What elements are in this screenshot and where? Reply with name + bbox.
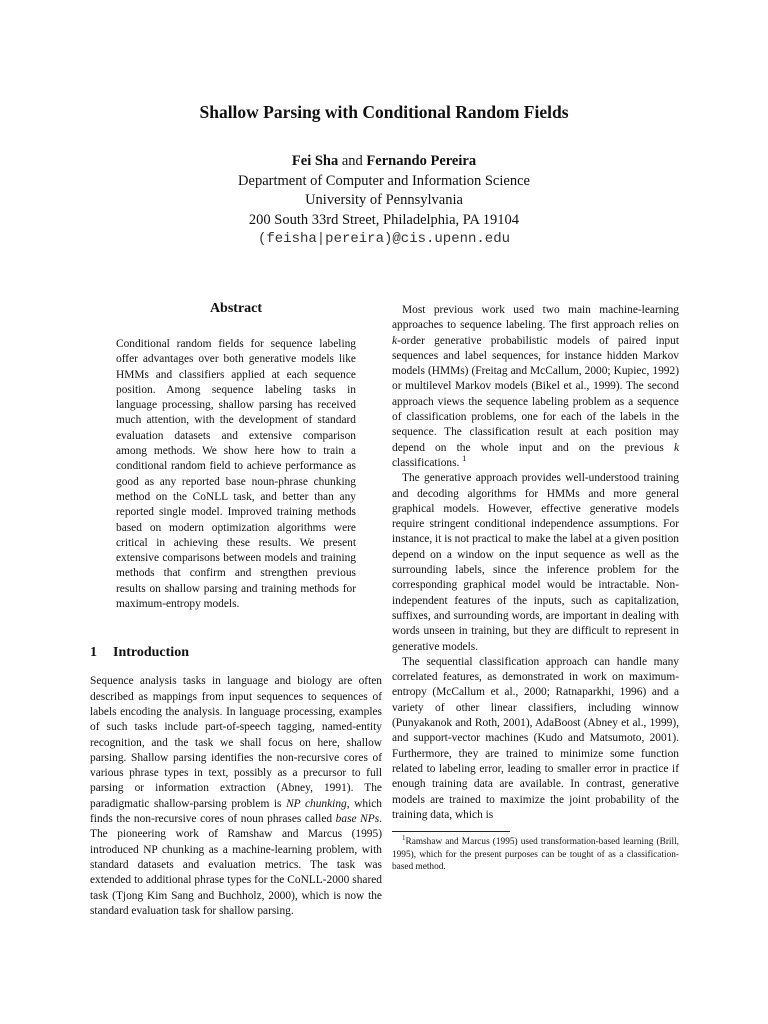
math-k: k: [673, 441, 679, 454]
abstract-heading: Abstract: [209, 301, 263, 316]
intro-paragraph-3: The generative approach provides well-understood training and decoding algorithms for HMMs and more general graphical models. However, effective generative models require stringent conditional independence assumptions. For instance, it is not practical to make the label at a given position depend on a window on the input sequence as well as the surrounding labels, since the inference problem for the corresponding graphical model would be intractable. Non-independent features of the inputs, such as capitalization, suffixes, and surrounding words, are important in dealing with words unseen in training, but they are difficult to represent in generative models.: [392, 472, 679, 653]
footnote-mark: 1: [402, 834, 406, 842]
right-column: [392, 303, 679, 874]
term-np-chunking: NP chunking: [286, 797, 347, 810]
author-university: University of Pennsylvania: [305, 192, 463, 208]
footnote-text: Ramshaw and Marcus (1995) used transformation-based learning (Brill, 1995), which for the present purposes can be tought of as a classification-based method.: [392, 837, 679, 873]
author-department: Department of Computer and Information Science: [238, 172, 530, 189]
footnote-divider: [392, 831, 510, 832]
intro-paragraph-4: The sequential classification approach can handle many correlated features, as demonstrated in work on maximum-entropy (McCallum et al., 2000; Ratnaparkhi, 1996) and a variety of other linear classifiers, including winnow (Punyakanok and Roth, 2001), AdaBoost (Abney et al., 1999), and support-vector machines (Kudo and Matsumoto, 2001). Furthermore, they are trained to minimize some function related to labeling error, leading to smaller error in practice if enough training data are available. In contrast, generative models are trained to maximize the joint probability of the training data, which is: [392, 655, 679, 821]
footnote-reference[interactable]: 1: [462, 454, 467, 464]
intro-p1-text-a: Sequence analysis tasks in language and biology are often described as mappings from input sequences to sequences of labels encoding the analysis. In language processing, examples of such tasks include part-of-speech tagging, named-entity recognition, and the task we shall focus on here, shallow parsing. Shallow parsing identifies the non-recursive cores of various phrase types in text, possibly as a precursor to full parsing or information extraction (Abney, 1991). The paradigmatic shallow-parsing problem is: [90, 675, 382, 810]
author-address: 200 South 33rd Street, Philadelphia, PA 19104: [248, 211, 520, 228]
intro-paragraph-2: [392, 303, 679, 471]
author-email: (feisha|pereira)@cis.upenn.edu: [257, 231, 511, 247]
intro-p1-text-c: . The pioneering work of Ramshaw and Marcus (1995) introduced NP chunking as a machine-learning problem, with standard datasets and evaluation metrics. The task was extended to additional phrase types for the CoNLL-2000 shared task (Tjong Kim Sang and Buchholz, 2000), which is now the standard evaluation task for shallow parsing.: [90, 813, 382, 917]
intro-paragraph-1-part-1: [90, 674, 382, 919]
footnote: [392, 836, 679, 874]
author-names: [0, 152, 768, 172]
abstract-text: Conditional random fields for sequence labeling offer advantages over both generative models like HMMs and classifiers applied at each sequence position. Among sequence labeling tasks in language processing, shallow parsing has received much attention, with the development of standard evaluation datasets and extensive comparison among methods. We show here how to train a conditional random field to achieve performance as good as any reported base noun-phrase chunking method on the CoNLL task, and better than any reported single model. Improved training methods based on modern optimization algorithms were critical in achieving these results. We present extensive comparisons between models and training methods that confirm and strengthen previous results on shallow parsing and training methods for maximum-entropy models.: [116, 338, 356, 611]
author-name-1: Fei Sha: [291, 153, 339, 169]
term-base-nps: base NPs: [335, 813, 380, 826]
section-title: Introduction: [113, 645, 189, 661]
intro-p2-text-c: classifications.: [392, 456, 460, 469]
author-name-2: Fernando Pereira: [366, 153, 477, 169]
author-conjunction: and: [341, 153, 363, 169]
paper-title: Shallow Parsing with Conditional Random Fields: [199, 102, 569, 122]
intro-p2-text-a: Most previous work used two main machine-learning approaches to sequence labeling. The first approach relies on: [392, 304, 679, 332]
intro-p2-text-b: -order generative probabilistic models of paired input sequences and label sequences, for instance hidden Markov models (HMMs) (Freitag and McCallum, 2000; Kupiec, 1992) or multilevel Markov models (Bikel et al., 1999). The second approach views the sequence labeling problem as a sequence of classification problems, one for each of the labels in the sequence. The classification result at each position may depend on the whole input and on the previous: [392, 334, 679, 454]
author-block: [0, 152, 768, 250]
left-column: [90, 300, 382, 919]
intro-p1-text-b: , which finds the non-recursive cores of noun phrases called: [90, 797, 382, 826]
section-number: 1: [90, 645, 97, 661]
section-heading-introduction: [90, 644, 382, 662]
math-k: k: [392, 334, 398, 347]
